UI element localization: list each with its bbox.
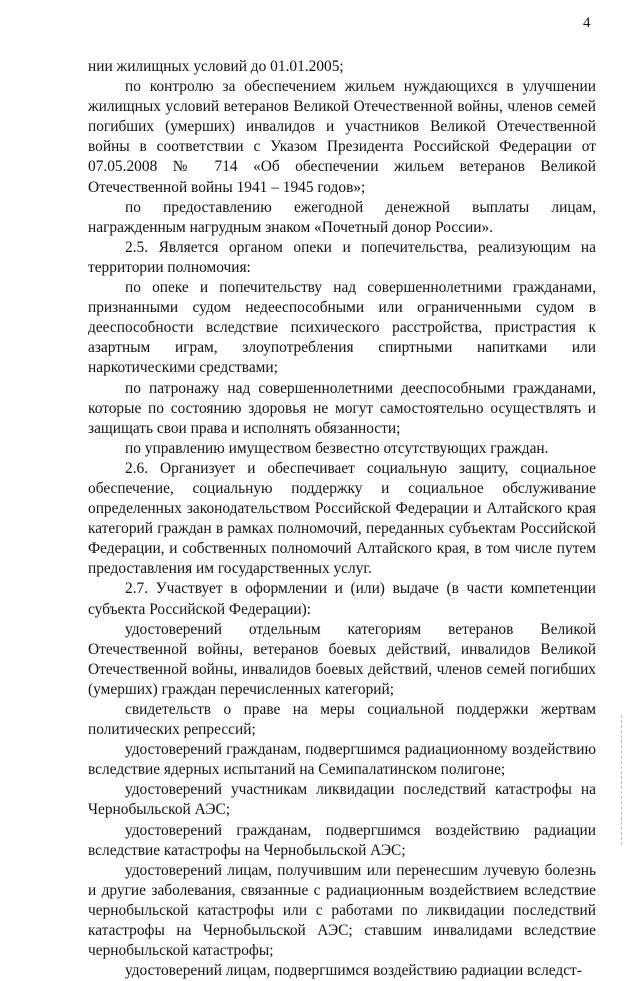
paragraph-16: удостоверений лицам, подвергшимся воздействию радиации вследст-: [125, 962, 582, 980]
paragraph-7: по управлению имуществом безвестно отсутствующих граждан.: [125, 439, 549, 457]
paragraph-8: 2.6. Организует и обеспечивает социальную защиту, социальное обеспечение, социальную поддержку и социальное обслуживание определенных законодательством Российской Федерации и Алтайского края категорий граждан в рамках полномочий, переданных субъектам Российской Федерации, и собственных полномочий Алтайского края, в том числе путем предоставления им государственных услуг.: [88, 459, 596, 578]
margin-scan-mark: [621, 715, 623, 845]
page-number: 4: [583, 15, 591, 31]
paragraph-11: свидетельств о праве на меры социальной поддержки жертвам политических репрессий;: [88, 701, 596, 739]
paragraph-15: удостоверений лицам, получившим или перенесшим лучевую болезнь и другие заболевания, связанные с радиационным воздействием вследствие чернобыльской катастрофы или с работами по ликвидации последствий катастрофы на Чернобыльской АЭС; ставшим инвалидами вследствие чернобыльской катастрофы;: [88, 861, 596, 960]
paragraph-1: нии жилищных условий до 01.01.2005;: [88, 58, 344, 75]
paragraph-3: по предоставлению ежегодной денежной выплаты лицам, награжденным нагрудным знаком «Почетный донор России».: [88, 198, 596, 236]
paragraph-14: удостоверений гражданам, подвергшимся воздействию радиации вследствие катастрофы на Чернобыльской АЭС;: [88, 821, 596, 859]
paragraph-2: по контролю за обеспечением жильем нуждающихся в улучшении жилищных условий ветеранов Великой Отечественной войны, членов семей погибших (умерших) инвалидов и участников Великой Отечественной войны в соответствии с Указом Президента Российской Федерации от 07.05.2008 № 714 «Об обеспечении жильем ветеранов Великой Отечественной войны 1941 – 1945 годов»;: [88, 78, 596, 196]
paragraph-6: по патронажу над совершеннолетними дееспособными гражданами, которые по состоянию здоровья не могут самостоятельно осуществлять и защищать свои права и исполнять обязанности;: [88, 379, 596, 437]
paragraph-5: по опеке и попечительству над совершеннолетними гражданами, признанными судом недееспособными или ограниченными судом в дееспособности вследствие психического расстройства, пристрастия к азартным играм, злоупотребления спиртными напитками или наркотическими средствами;: [88, 279, 596, 377]
paragraph-10: удостоверений отдельным категориям ветеранов Великой Отечественной войны, ветеранов боевых действий, инвалидов Великой Отечественной войны, инвалидов боевых действий, членов семей погибших (умерших) граждан перечисленных категорий;: [88, 620, 596, 698]
paragraph-9: 2.7. Участвует в оформлении и (или) выдаче (в части компетенции субъекта Российской Федерации):: [88, 580, 596, 618]
paragraph-12: удостоверений гражданам, подвергшимся радиационному воздействию вследствие ядерных испытаний на Семипалатинском полигоне;: [88, 741, 596, 779]
paragraph-4: 2.5. Является органом опеки и попечительства, реализующим на территории полномочия:: [88, 238, 596, 276]
document-body: [88, 57, 596, 981]
paragraph-13: удостоверений участникам ликвидации последствий катастрофы на Чернобыльской АЭС;: [88, 781, 596, 819]
